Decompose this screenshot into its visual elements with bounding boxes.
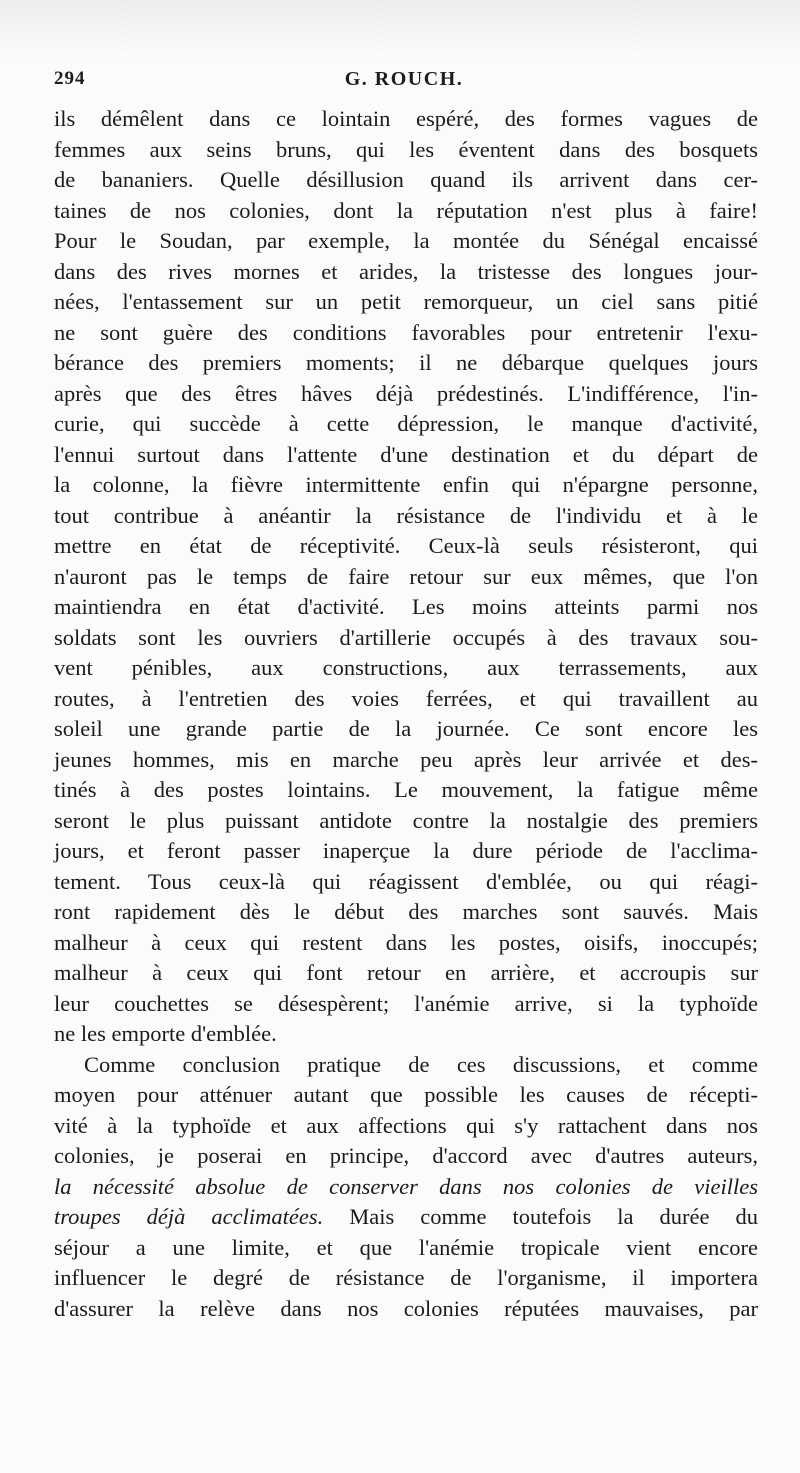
page-header (54, 68, 754, 100)
text-line: soleil une grande partie de la journée. Ce sont encore les (54, 716, 758, 741)
text-line: d'assurer la relève dans nos colonies réputées mauvaises, par (54, 1295, 758, 1321)
text-line: Comme conclusion pratique de ces discussions, et comme (84, 1051, 758, 1077)
running-head: G. ROUCH. (344, 68, 464, 90)
text-line: nées, l'entassement sur un petit remorqueur, un ciel sans pitié (54, 289, 758, 314)
body-text (54, 104, 758, 1324)
paragraph-1 (54, 104, 758, 1050)
text-line: ront rapidement dès le début des marches sont sauvés. Mais (54, 899, 758, 924)
text-line: ne sont guère des conditions favorables pour entretenir l'exu- (54, 319, 758, 345)
text-line: taines de nos colonies, dont la réputation n'est plus à faire! (54, 197, 758, 223)
text-line: la colonne, la fièvre intermittente enfin qui n'épargne personne, (54, 472, 758, 497)
text-line: après que des êtres hâves déjà prédestinés. L'indifférence, l'in- (54, 380, 758, 406)
text-line: tinés à des postes lointains. Le mouvement, la fatigue même (54, 777, 758, 802)
line-continuation: Mais comme toutefois la durée du (323, 1204, 758, 1229)
text-line: malheur à ceux qui font retour en arrière, et accroupis sur (54, 960, 758, 985)
paragraph-2 (54, 1050, 758, 1325)
text-line: bérance des premiers moments; il ne débarque quelques jours (54, 350, 758, 375)
text-line: l'ennui surtout dans l'attente d'une destination et du départ de (54, 441, 758, 467)
text-line: dans des rives mornes et arides, la tristesse des longues jour- (54, 258, 758, 284)
text-line: vent pénibles, aux constructions, aux terrassements, aux (54, 655, 758, 680)
text-line: tement. Tous ceux-là qui réagissent d'emblée, ou qui réagi- (54, 868, 758, 894)
text-line: séjour a une limite, et que l'anémie tropicale vient encore (54, 1234, 758, 1260)
text-line: leur couchettes se désespèrent; l'anémie arrive, si la typhoïde (54, 990, 758, 1016)
text-line: jeunes hommes, mis en marche peu après leur arrivée et des- (54, 746, 758, 772)
text-line: jours, et feront passer inaperçue la dure période de l'acclima- (54, 838, 758, 863)
text-line: mettre en état de réceptivité. Ceux-là seuls résisteront, qui (54, 533, 758, 558)
text-line: ne les emporte d'emblée. (54, 1021, 277, 1046)
scan-shadow (0, 0, 800, 60)
text-line: maintiendra en état d'activité. Les moins atteints parmi nos (54, 594, 758, 619)
text-line: moyen pour atténuer autant que possible les causes de récepti- (54, 1082, 758, 1107)
text-line: de bananiers. Quelle désillusion quand ils arrivent dans cer- (54, 167, 758, 192)
text-line: malheur à ceux qui restent dans les postes, oisifs, inoccupés; (54, 929, 758, 955)
text-line: influencer le degré de résistance de l'organisme, il importera (54, 1265, 758, 1290)
italic-emphasis: la nécessité absolue de conserver dans nos colonies de vieilles (54, 1173, 758, 1199)
text-line: colonies, je poserai en principe, d'accord avec d'autres auteurs, (54, 1143, 758, 1168)
italic-emphasis: troupes déjà acclimatées. (54, 1204, 324, 1229)
text-line: femmes aux seins bruns, qui les éventent dans des bosquets (54, 136, 758, 162)
text-line: Pour le Soudan, par exemple, la montée du Sénégal encaissé (54, 228, 758, 253)
text-line: seront le plus puissant antidote contre la nostalgie des premiers (54, 807, 758, 833)
page-number: 294 (54, 68, 86, 89)
text-line: curie, qui succède à cette dépression, le manque d'activité, (54, 411, 758, 436)
text-line: tout contribue à anéantir la résistance de l'individu et à le (54, 502, 758, 528)
text-line: routes, à l'entretien des voies ferrées, et qui travaillent au (54, 685, 758, 711)
text-line (54, 1202, 758, 1233)
text-line: n'auront pas le temps de faire retour sur eux mêmes, que l'on (54, 563, 758, 589)
text-line: vité à la typhoïde et aux affections qui s'y rattachent dans nos (54, 1112, 758, 1138)
text-line: ils démêlent dans ce lointain espéré, des formes vagues de (54, 106, 758, 131)
text-line (54, 1172, 758, 1203)
text-line: soldats sont les ouvriers d'artillerie occupés à des travaux sou- (54, 624, 758, 650)
